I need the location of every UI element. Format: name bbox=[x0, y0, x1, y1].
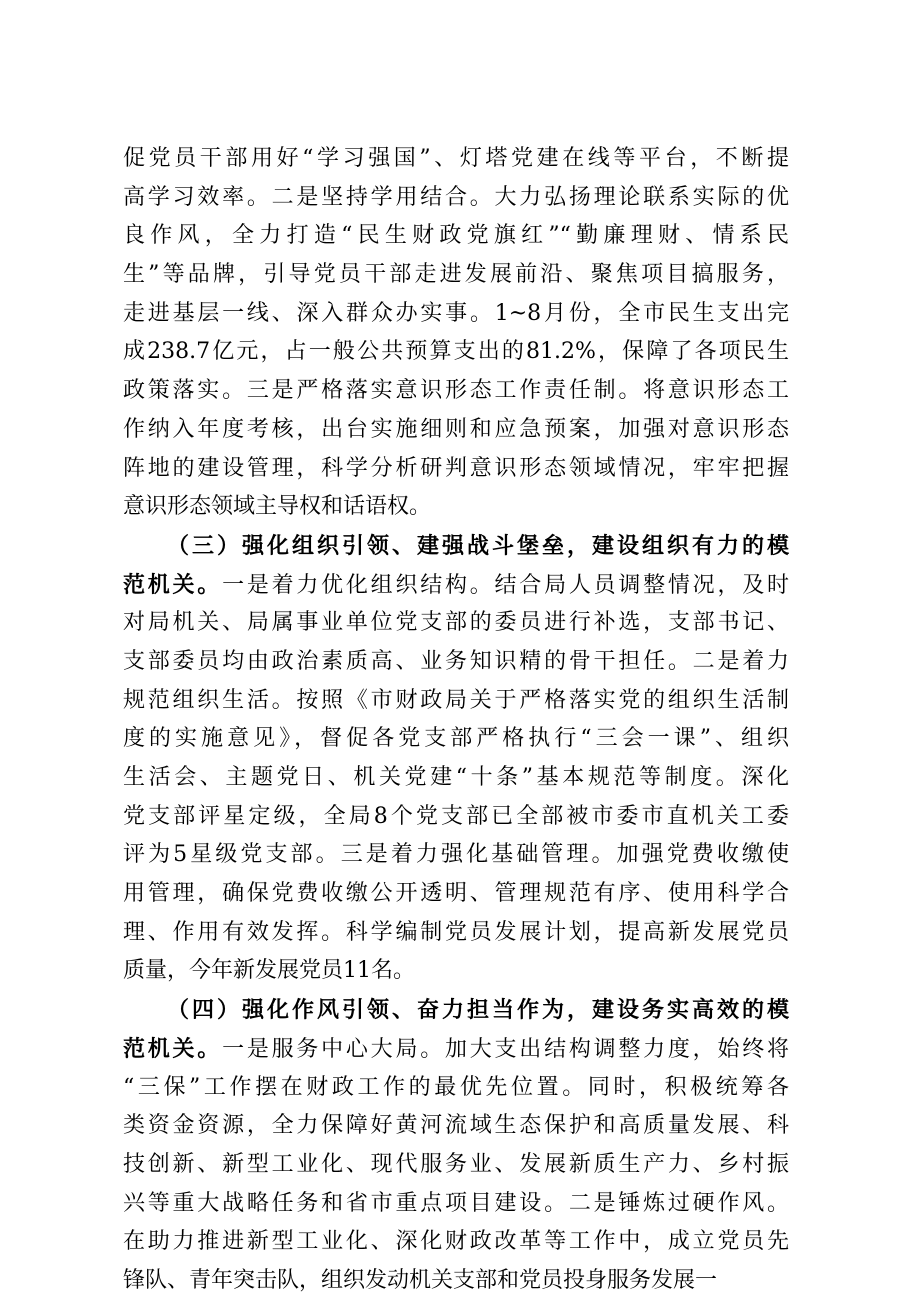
paragraph bbox=[123, 140, 789, 527]
text-line bbox=[123, 991, 789, 1030]
body-text: 锋队、青年突击队，组织发动机关支部和党员投身服务发展一 bbox=[123, 1267, 718, 1293]
body-text: 走进基层一线、深入群众办实事。1~8月份，全市民生支出完 bbox=[123, 300, 789, 326]
text-line bbox=[123, 952, 789, 991]
text-line bbox=[123, 179, 789, 218]
text-line bbox=[123, 1185, 789, 1224]
body-text: 度的实施意见》，督促各党支部严格执行“三会一课”、组织 bbox=[123, 726, 789, 752]
paragraph bbox=[123, 527, 789, 991]
text-line bbox=[123, 720, 789, 759]
body-text: 高学习效率。二是坚持学用结合。大力弘扬理论联系实际的优 bbox=[123, 184, 789, 210]
text-line bbox=[123, 643, 789, 682]
body-text: 一是服务中心大局。加大支出结构调整力度，始终将 bbox=[222, 1036, 789, 1062]
text-line bbox=[123, 798, 789, 837]
text-line bbox=[123, 372, 789, 411]
heading-text: 范机关。 bbox=[123, 571, 223, 598]
document-body bbox=[123, 140, 789, 1301]
text-line bbox=[123, 488, 789, 527]
body-text: 在助力推进新型工业化、深化财政改革等工作中，成立党员先 bbox=[123, 1229, 789, 1255]
text-line bbox=[123, 682, 789, 721]
body-text: 评为5星级党支部。三是着力强化基础管理。加强党费收缴使 bbox=[123, 842, 789, 868]
body-text: 阵地的建设管理，科学分析研判意识形态领域情况，牢牢把握 bbox=[123, 455, 789, 481]
body-text: 意识形态领域主导权和话语权。 bbox=[123, 494, 432, 520]
text-line bbox=[123, 836, 789, 875]
text-line bbox=[123, 914, 789, 953]
body-text: 规范组织生活。按照《市财政局关于严格落实党的组织生活制 bbox=[123, 687, 789, 713]
text-line bbox=[123, 1030, 789, 1069]
body-text: 对局机关、局属事业单位党支部的委员进行补选，支部书记、 bbox=[123, 610, 789, 636]
body-text: 一是着力优化组织结构。结合局人员调整情况，及时 bbox=[222, 572, 789, 598]
text-line bbox=[123, 411, 789, 450]
text-line bbox=[123, 217, 789, 256]
text-line bbox=[123, 295, 789, 334]
body-text: 质量，今年新发展党员11名。 bbox=[123, 958, 415, 984]
text-line bbox=[123, 759, 789, 798]
body-text: 兴等重大战略任务和省市重点项目建设。二是锤炼过硬作风。 bbox=[123, 1190, 789, 1216]
body-text: 促党员干部用好“学习强国”、灯塔党建在线等平台，不断提 bbox=[123, 146, 789, 171]
text-line bbox=[123, 333, 789, 372]
text-line bbox=[123, 1107, 789, 1146]
body-text: 理、作用有效发挥。科学编制党员发展计划，提高新发展党员 bbox=[123, 919, 789, 945]
body-text: 良作风，全力打造“民生财政党旗红”“勤廉理财、情系民 bbox=[123, 223, 789, 249]
text-line bbox=[123, 566, 789, 605]
text-line bbox=[123, 527, 789, 566]
body-text: 党支部评星定级，全局8个党支部已全部被市委市直机关工委 bbox=[123, 803, 789, 829]
text-line bbox=[123, 875, 789, 914]
body-text: 成238.7亿元，占一般公共预算支出的81.2%，保障了各项民生 bbox=[123, 339, 789, 365]
body-text: 政策落实。三是严格落实意识形态工作责任制。将意识形态工 bbox=[123, 378, 789, 404]
text-line bbox=[123, 1262, 789, 1301]
heading-text: 范机关。 bbox=[123, 1035, 223, 1062]
body-text: 类资金资源，全力保障好黄河流域生态保护和高质量发展、科 bbox=[123, 1113, 789, 1139]
body-text: 支部委员均由政治素质高、业务知识精的骨干担任。二是着力 bbox=[123, 648, 789, 674]
text-line bbox=[123, 1223, 789, 1262]
body-text: 用管理，确保党费收缴公开透明、管理规范有序、使用科学合 bbox=[123, 881, 789, 907]
heading-text: （四）强化作风引领、奋力担当作为，建设务实高效的模 bbox=[167, 997, 789, 1024]
text-line bbox=[123, 1146, 789, 1185]
heading-text: （三）强化组织引领、建强战斗堡垒，建设组织有力的模 bbox=[167, 532, 789, 559]
body-text: 技创新、新型工业化、现代服务业、发展新质生产力、乡村振 bbox=[123, 1151, 789, 1177]
body-text: “三保”工作摆在财政工作的最优先位置。同时，积极统筹各 bbox=[123, 1074, 789, 1100]
text-line bbox=[123, 140, 789, 179]
text-line bbox=[123, 450, 789, 489]
paragraph bbox=[123, 991, 789, 1301]
text-line bbox=[123, 256, 789, 295]
text-line bbox=[123, 604, 789, 643]
text-line bbox=[123, 1069, 789, 1108]
body-text: 生活会、主题党日、机关党建“十条”基本规范等制度。深化 bbox=[123, 765, 789, 790]
body-text: 生”等品牌，引导党员干部走进发展前沿、聚焦项目搞服务， bbox=[123, 262, 789, 288]
body-text: 作纳入年度考核，出台实施细则和应急预案，加强对意识形态 bbox=[123, 416, 789, 442]
